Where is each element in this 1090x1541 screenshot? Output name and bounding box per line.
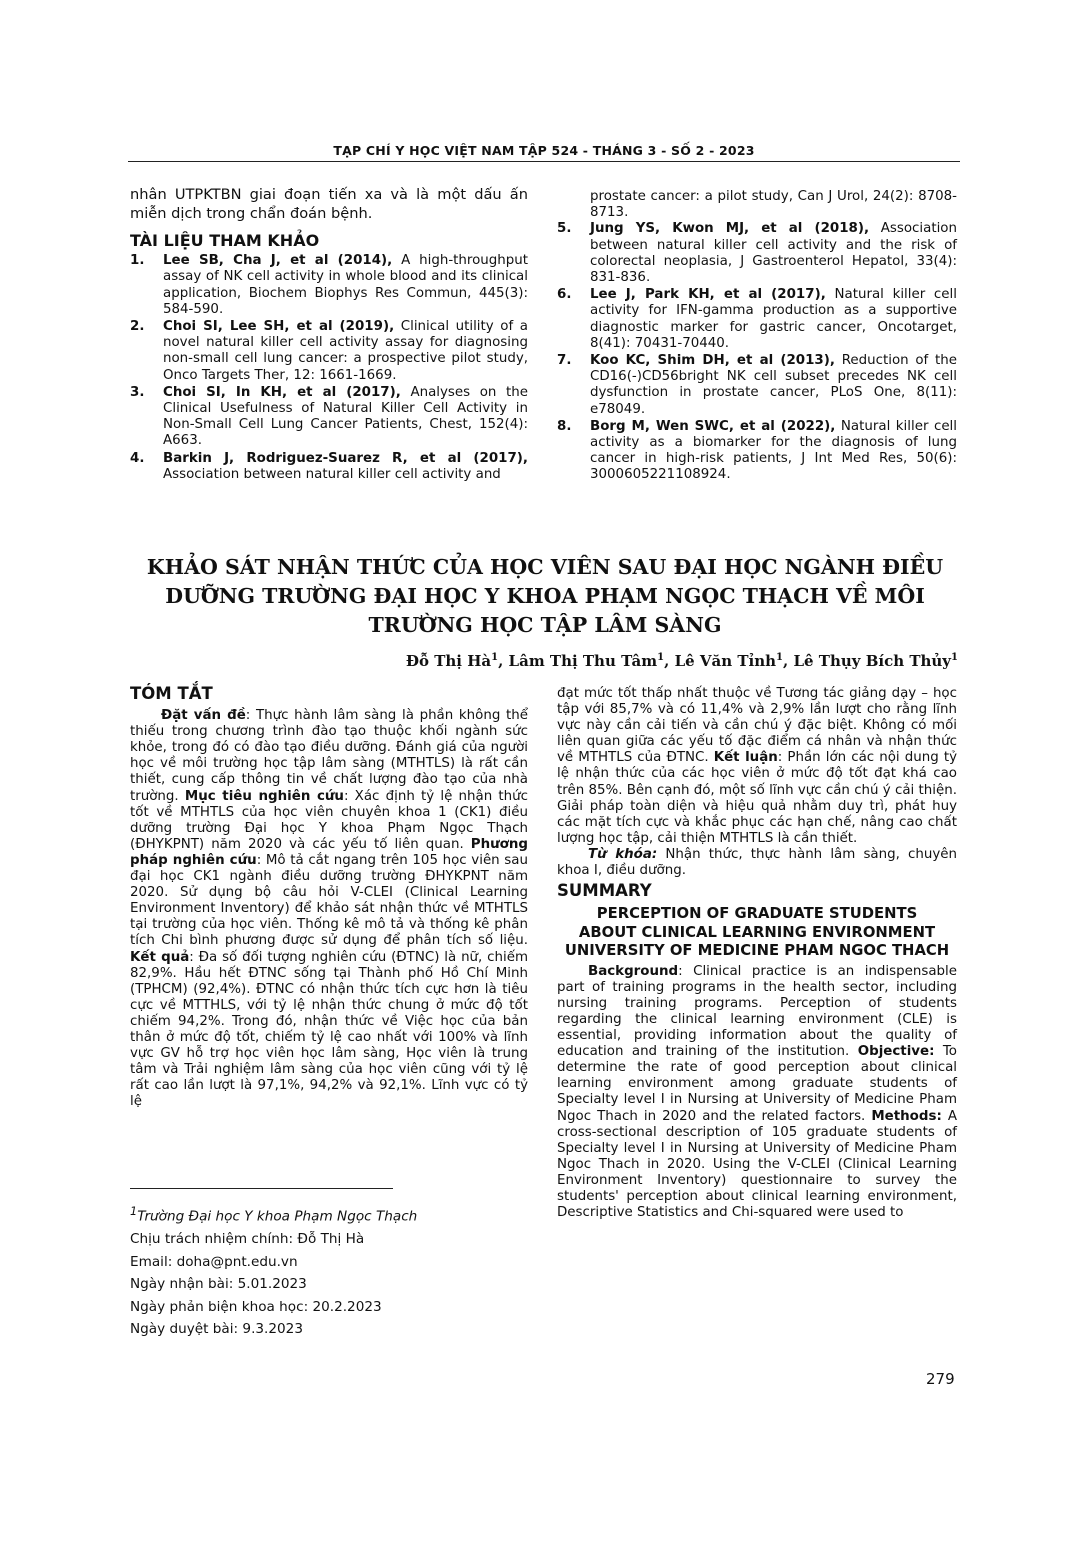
references-heading: TÀI LIỆU THAM KHẢO bbox=[130, 231, 320, 250]
abstract-left-column bbox=[130, 686, 528, 1110]
abstract-right-column bbox=[557, 686, 957, 1221]
author-separator: , bbox=[783, 652, 794, 670]
reference-text: Analyses on the Clinical Usefulness of Natural Killer Cell Activity in Non-Small Cell Lung Cancer Patients, Chest, 152(4): A663. bbox=[163, 384, 528, 449]
abstract-results-text: : Đa số đối tượng nghiên cứu (ĐTNC) là nữ, chiếm 82,9%. Hầu hết ĐTNC sống tại Thành phố Hồ Chí Minh (TPHCM) (92,4%). ĐTNC có nhận thức tích cực hơn là tiêu cực về MTTHLS, với tỷ lệ nhận thức chung ở mức độ tốt chiếm 94,2%. Trong đó, nhận thức về Việc học của bản thân ở mức độ tốt, chiếm tỷ lệ cao nhất với 100% và lĩnh vực GV hỗ trợ học viên học lâm sàng, Học viên là trung tâm và Trải nghiệm lâm sàng của học viên cũng với tỷ lệ rất cao lần lượt là 97,1%, 94,2% và 92,1%. Lĩnh vực có tỷ lệ bbox=[130, 949, 528, 1110]
journal-header: TẠP CHÍ Y HỌC VIỆT NAM TẬP 524 - THÁNG 3 - SỐ 2 - 2023 bbox=[333, 143, 755, 158]
reference-number: 5. bbox=[557, 221, 572, 237]
summary-title-line: PERCEPTION OF GRADUATE STUDENTS bbox=[596, 905, 918, 923]
footnote-line: Ngày nhận bài: 5.01.2023 bbox=[130, 1276, 307, 1293]
abstract-background-text: : Thực hành lâm sàng là phần không thể thiếu trong chương trình đào tạo thuộc khối ngành sức khỏe, trong đó có đào tạo điều dưỡng. Đánh giá của người học về môi trường học tập lâm sàng (MTHTLS) là rất cần thiết, cung cấp thông tin về chất lượng đào tạo của nhà trường. bbox=[130, 708, 528, 804]
reference-text: Association between natural killer cell activity and bbox=[163, 466, 501, 482]
label-objective: Mục tiêu nghiên cứu bbox=[184, 788, 344, 804]
reference-number: 8. bbox=[557, 418, 572, 434]
abstract-conclusion-text: : Phần lớn các nội dung tỷ lệ nhận thức của các học viên ở mức độ tốt đạt khá cao trên 85%. Bên cạnh đó, một số lĩnh vực cần chú ý cải thiện. Giải pháp toàn diện và hiệu quả nhằm duy trì, phát huy các mặt tích cực và khắc phục các hạn chế, nâng cao chất lượng học tập, cải thiện MTHTLS là cần thiết. bbox=[557, 750, 957, 846]
author-affiliation-mark: 1 bbox=[491, 652, 499, 663]
author-name: Lâm Thị Thu Tâm bbox=[508, 652, 658, 670]
footnote-line: Email: doha@pnt.edu.vn bbox=[130, 1253, 298, 1270]
author-separator: , bbox=[498, 652, 509, 670]
summary-paragraph bbox=[557, 964, 957, 1222]
reference-item bbox=[130, 451, 528, 483]
abstract-results-continued bbox=[557, 686, 957, 847]
summary-title-line: UNIVERSITY OF MEDICINE PHAM NGOC THACH bbox=[564, 942, 950, 960]
reference-item bbox=[557, 287, 957, 352]
reference-item bbox=[130, 253, 528, 318]
label-keywords: Từ khóa: bbox=[588, 846, 658, 862]
reference-number: 6. bbox=[557, 287, 572, 303]
label-methods-en: Methods: bbox=[871, 1108, 942, 1124]
summary-methods-text: A cross-sectional description of 105 graduate students of Specialty level I in Nursing at University of Medicine Pham Ngoc Thach in 2020. Using the V-CLEI (Clinical Learning Environment Inventory) questionnaire to survey the students' perception about clinical learning environment, Descriptive Statistics and Chi-squared were used to bbox=[557, 1108, 957, 1221]
affiliation-mark: 1 bbox=[130, 1204, 138, 1218]
reference-authors: Borg M, Wen SWC, et al (2022), bbox=[590, 418, 836, 434]
author-name: Đỗ Thị Hà bbox=[405, 652, 492, 670]
author-affiliation-mark: 1 bbox=[951, 652, 958, 663]
article-title-line: DƯỠNG TRƯỜNG ĐẠI HỌC Y KHOA PHẠM NGỌC THẠCH VỀ MÔI bbox=[165, 584, 925, 608]
reference-item bbox=[130, 319, 528, 384]
affiliation-text: Trường Đại học Y khoa Phạm Ngọc Thạch bbox=[137, 1208, 418, 1225]
reference-text: Association between natural killer cell activity and the risk of colorectal neoplasia, J Gastroenterol Hepatol, 33(4): 831-836. bbox=[590, 221, 957, 286]
footnote-divider bbox=[130, 1188, 393, 1189]
author-name: Lê Thụy Bích Thủy bbox=[793, 652, 952, 670]
reference-list bbox=[130, 253, 528, 483]
reference-authors: Lee J, Park KH, et al (2017), bbox=[590, 287, 826, 303]
footnote-line: Ngày phản biện khoa học: 20.2.2023 bbox=[130, 1298, 382, 1315]
reference-authors: Koo KC, Shim DH, et al (2013), bbox=[590, 353, 835, 369]
label-conclusion: Kết luận bbox=[713, 750, 778, 766]
label-methods: Phương pháp nghiên cứu bbox=[130, 836, 528, 868]
header-divider bbox=[128, 161, 960, 162]
summary-title bbox=[557, 905, 957, 961]
reference-number: 7. bbox=[557, 353, 572, 369]
reference-authors: Barkin J, Rodriguez-Suarez R, et al (2017), bbox=[163, 450, 528, 466]
author-affiliation-mark: 1 bbox=[776, 652, 784, 663]
label-objective-en: Objective: bbox=[857, 1044, 935, 1060]
label-background: Đặt vấn đề bbox=[161, 708, 246, 724]
footnote-line: Chịu trách nhiệm chính: Đỗ Thị Hà bbox=[130, 1231, 365, 1248]
author-separator: , bbox=[664, 652, 675, 670]
reference-text: Natural killer cell activity for IFN-gamma production as a supportive diagnostic marker for gastric cancer, Oncotarget, 8(41): 70431-70440. bbox=[590, 287, 957, 351]
abstract-paragraph bbox=[130, 708, 528, 1110]
label-background-en: Background bbox=[588, 963, 679, 979]
reference-list-continued bbox=[557, 221, 957, 483]
abstract-methods-text: : Mô tả cắt ngang trên 105 học viên sau đại học CK1 ngành điều dưỡng trường ĐHYKPNT năm 2020. Sử dụng bộ câu hỏi V-CLEI (Clinical Learning Environment Inventory) để khảo sát nhận thức về MTHTLS tại trường của học viên. Thống kê mô tả và thống kê phân tích Chi bình phương được sử dụng để phân tích số liệu. bbox=[130, 852, 528, 949]
summary-background-text: : Clinical practice is an indispensable part of training programs in the health sector, including nursing training programs. Perception of students regarding the clinical learning environment (CLE) is essential, providing information about the quality of education and training of the institution. bbox=[557, 963, 957, 1060]
label-results: Kết quả bbox=[130, 949, 190, 965]
summary-heading: SUMMARY bbox=[557, 881, 652, 901]
reference-text: Clinical utility of a novel natural killer cell activity assay for diagnosing non-small cell lung cancer: a prospective pilot study, Onco Targets Ther, 12: 1661-1669. bbox=[163, 319, 528, 383]
reference-item bbox=[557, 419, 957, 484]
footnote-affiliation bbox=[130, 1200, 530, 1228]
reference-authors: Choi SI, Lee SH, et al (2019), bbox=[163, 319, 395, 335]
keywords bbox=[557, 847, 957, 879]
reference-authors: Jung YS, Kwon MJ, et al (2018), bbox=[590, 221, 870, 237]
reference-continuation: prostate cancer: a pilot study, Can J Urol, 24(2): 8708-8713. bbox=[590, 189, 957, 221]
abstract-results-continued-text: đạt mức tốt thấp nhất thuộc về Tương tác giảng dạy – học tập với 85,7% và có 11,4% và 2,9% lần lượt cho rằng lĩnh vực này cần cải tiến và cần chú ý đặc biệt. Không có mối liên quan giữa các yếu tố đặc điểm cá nhân và nhận thức về MTHTLS của ĐTNC. bbox=[557, 686, 957, 766]
article-title-line: KHẢO SÁT NHẬN THỨC CỦA HỌC VIÊN SAU ĐẠI HỌC NGÀNH ĐIỀU bbox=[146, 555, 944, 579]
footnotes bbox=[130, 1200, 530, 1341]
reference-number: 1. bbox=[130, 253, 145, 269]
page-number: 279 bbox=[926, 1370, 955, 1388]
reference-number: 4. bbox=[130, 450, 145, 466]
abstract-heading: TÓM TẮT bbox=[130, 684, 213, 703]
reference-number: 3. bbox=[130, 384, 145, 400]
article-title bbox=[128, 553, 962, 640]
reference-authors: Lee SB, Cha J, et al (2014), bbox=[163, 253, 393, 269]
footnote-line: Ngày duyệt bài: 9.3.2023 bbox=[130, 1321, 303, 1338]
summary-objective-text: To determine the rate of good perception about clinical learning environment among graduate students of Specialty level I in Nursing at University of Medicine Pham Ngoc Thach in 2020 and the related factors. bbox=[557, 1044, 958, 1124]
abstract-objective-text: : Xác định tỷ lệ nhận thức tốt về MTHTLS của học viên chuyên khoa 1 (CK1) điều dưỡng trường Đại học Y khoa Phạm Ngọc Thạch (ĐHYKPNT) năm 2020 và các yếu tố liên quan. bbox=[130, 788, 529, 852]
reference-text: A high-throughput assay of NK cell activity in whole blood and its clinical application, Biochem Biophys Res Commun, 445(3): 584-590. bbox=[163, 253, 529, 317]
prev-article-right-column bbox=[557, 189, 957, 485]
reference-item bbox=[130, 385, 528, 450]
summary-title-line: ABOUT CLINICAL LEARNING ENVIRONMENT bbox=[578, 923, 936, 941]
author-name: Lê Văn Tỉnh bbox=[674, 652, 777, 670]
keywords-text: Nhận thức, thực hành lâm sàng, chuyên khoa I, điều dưỡng. bbox=[557, 846, 958, 879]
reference-authors: Choi SI, In KH, et al (2017), bbox=[163, 384, 401, 400]
reference-item bbox=[557, 221, 957, 286]
reference-text: Reduction of the CD16(-)CD56bright NK cell subset precedes NK cell dysfunction in prostate cancer, PLoS One, 8(11): e78049. bbox=[590, 353, 957, 417]
reference-text: Natural killer cell activity as a biomarker for the diagnosis of lung cancer in high-risk patients, J Int Med Res, 50(6): 3000605221108924. bbox=[590, 418, 958, 483]
author-list bbox=[406, 652, 958, 670]
author-affiliation-mark: 1 bbox=[657, 652, 665, 663]
reference-item bbox=[557, 353, 957, 418]
prev-article-left-column bbox=[130, 186, 528, 484]
prev-article-conclusion: nhân UTPKTBN giai đoạn tiến xa và là một dấu ấn miễn dịch trong chẩn đoán bệnh. bbox=[130, 186, 528, 222]
article-title-line: TRƯỜNG HỌC TẬP LÂM SÀNG bbox=[368, 613, 722, 637]
reference-number: 2. bbox=[130, 319, 145, 335]
